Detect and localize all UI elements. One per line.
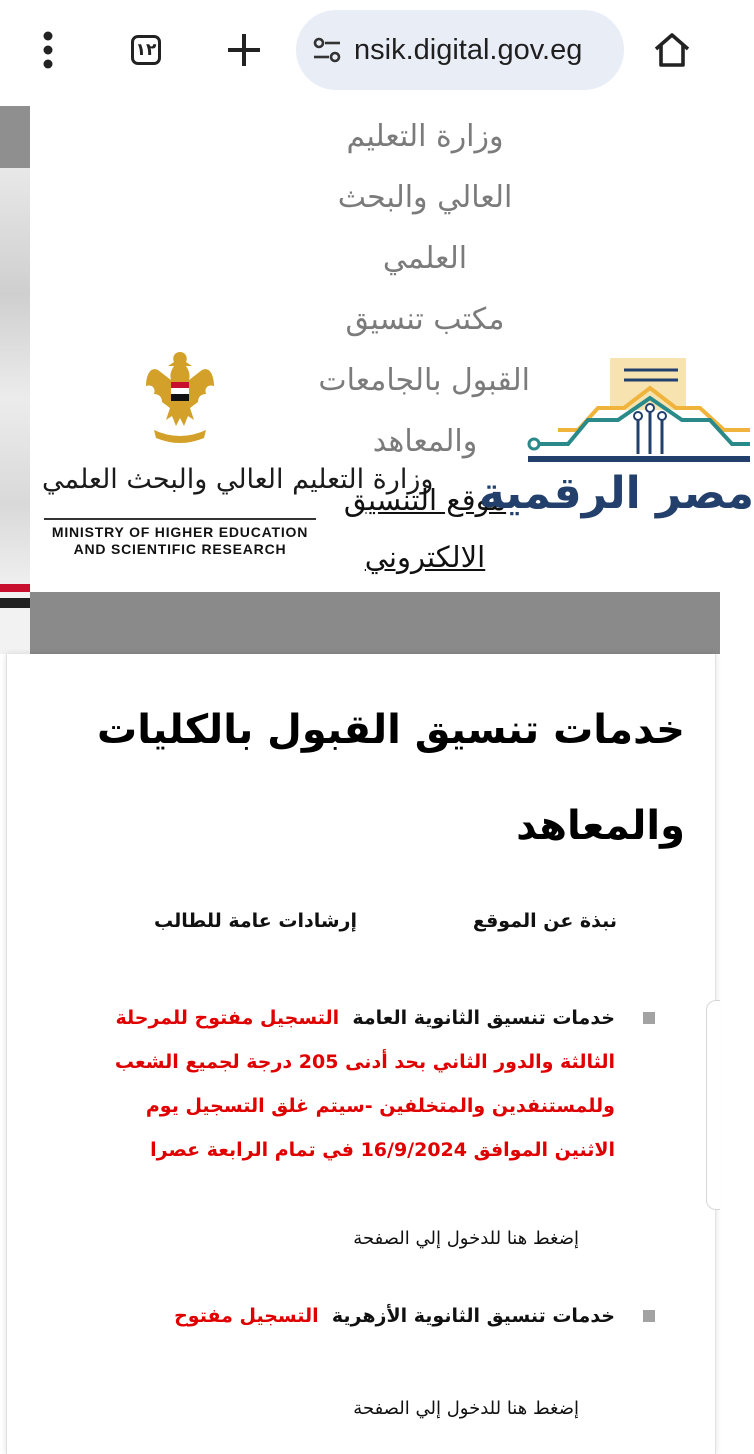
- page-title: خدمات تنسيق القبول بالكليات والمعاهد: [97, 707, 685, 849]
- service-page-link[interactable]: إضغط هنا للدخول إلي الصفحة: [353, 1398, 579, 1419]
- digital-egypt-logo: [478, 358, 754, 548]
- nav-link-guidance[interactable]: إرشادات عامة للطالب: [153, 910, 357, 932]
- header-divider-bar: [30, 592, 720, 654]
- url-bar[interactable]: [296, 10, 624, 90]
- header-center-text: وزارة التعليم العالي والبحث العلمي مكتب تنسيق القبول بالجامعات والمعاهد: [318, 119, 530, 459]
- home-icon[interactable]: [644, 22, 700, 78]
- ministry-english-line2: AND SCIENTIFIC RESEARCH: [73, 541, 287, 557]
- content-card: [6, 654, 716, 1454]
- plus-icon[interactable]: [216, 22, 272, 78]
- service-notice: التسجيل مفتوح للمرحلة الثالثة والدور الثاني بحد أدنى 205 درجة لجميع الشعب وللمستنفدين والمتخلفين -سيتم غلق التسجيل يوم الاثنين الموافق 16/9/2024 في تمام الرابعة عصرا: [114, 1007, 615, 1161]
- digital-egypt-emblem-icon: [528, 358, 750, 468]
- nav-link-about[interactable]: نبذة عن الموقع: [472, 910, 617, 932]
- electronic-coordination-link[interactable]: موقع التنسيق الالكتروني: [343, 483, 507, 574]
- eagle-emblem-icon: [140, 346, 220, 450]
- service-notice: التسجيل مفتوح: [174, 1305, 319, 1327]
- ministry-arabic-name: وزارة التعليم العالي والبحث العلمي: [42, 464, 434, 495]
- service-name: خدمات تنسيق الثانوية الأزهرية: [331, 1305, 615, 1327]
- service-item-general-secondary: [95, 996, 615, 1172]
- background-image-strip: [0, 106, 30, 654]
- bullet-square-icon: [643, 1310, 655, 1322]
- service-item-azhar-secondary: [95, 1294, 615, 1338]
- divider: [44, 518, 316, 520]
- ministry-english-line1: MINISTRY OF HIGHER EDUCATION: [51, 524, 309, 540]
- scrollbar[interactable]: [706, 1000, 720, 1210]
- service-page-link[interactable]: إضغط هنا للدخول إلي الصفحة: [353, 1228, 579, 1249]
- service-name: خدمات تنسيق الثانوية العامة: [352, 1007, 615, 1029]
- url-text: nsik.digital.gov.eg: [354, 34, 583, 66]
- more-vert-icon[interactable]: [20, 22, 76, 78]
- browser-toolbar: [0, 0, 720, 107]
- bullet-square-icon: [643, 1012, 655, 1024]
- digital-egypt-text: مصر الرقمية: [478, 468, 754, 519]
- tab-switcher-button[interactable]: [118, 22, 174, 78]
- site-header: [30, 106, 754, 592]
- tab-count: ١٢: [131, 35, 161, 65]
- site-settings-icon[interactable]: [312, 35, 342, 65]
